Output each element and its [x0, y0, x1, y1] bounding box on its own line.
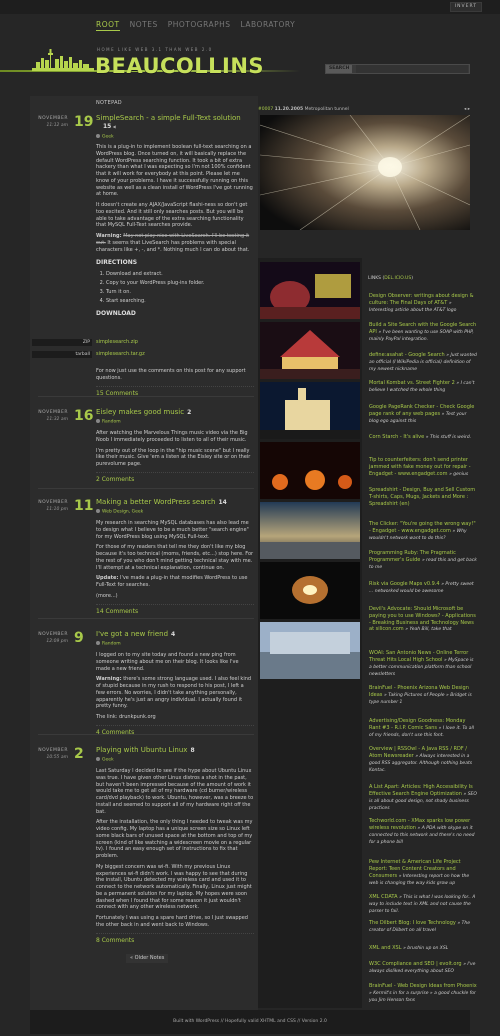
- thumbnail-image: [260, 322, 360, 379]
- link-item: [369, 293, 477, 314]
- link-item: [369, 718, 477, 739]
- list-item: 2. Copy to your WordPress plug-ins folder.: [106, 280, 254, 287]
- link-title[interactable]: A List Apart: Articles: High Accessibility Is Effective Search Engine Optimization: [369, 784, 473, 797]
- link-item: [369, 550, 477, 571]
- link-title[interactable]: Tip to counterfeiters: don't send printer jammed with fake money out for repair - Engadget - www.engadget.com: [369, 457, 471, 477]
- post-title[interactable]: Playing with Ubuntu Linux: [96, 746, 188, 754]
- link-item: [369, 521, 477, 542]
- comment-count[interactable]: 14: [218, 499, 227, 506]
- download-row-tarball: [30, 351, 258, 359]
- link-description: » I can't believe I watched the whole thing: [369, 381, 475, 394]
- link-item: [369, 859, 477, 887]
- directions-heading: DIRECTIONS: [96, 259, 138, 267]
- photo-caption: Metropolitan tunnel: [304, 107, 349, 112]
- link-title[interactable]: The Dilbert Blog: I love Technology: [369, 920, 456, 926]
- post-paragraph: For now just use the comments on this post for any support questions.: [96, 368, 246, 381]
- post-category[interactable]: Geek: [96, 134, 254, 141]
- nav-root[interactable]: ROOT: [96, 20, 120, 31]
- post-paragraph: My biggest concern was wi-fi. With my previous Linux experiences wi-fi didn't work. I was happy to see that during the install, Ubuntu detected my wireless card and used it to connect to the network automatically. Finally, Linux just might be a permanent solution for my laptop. My hopes were soon dashed when I found that for some reason it just wouldn't connect with any other wireless network.: [96, 863, 252, 911]
- link-description: » read this and get back to me: [369, 557, 477, 570]
- link-item: [369, 606, 477, 633]
- post-category[interactable]: Random: [96, 419, 254, 426]
- post-warning: Warning: there's some strong language used. I also feel kind of stupid because in my rush to respond to his post, I left a few errors. No worries, I didn't take anything personally, apparently he's just an angry individual. I actually found it pretty funny.: [96, 676, 252, 710]
- post-date: [18, 632, 68, 645]
- photo-caption-bar: [258, 107, 470, 114]
- link-item: [369, 746, 477, 774]
- older-notes-button[interactable]: « Older Notes: [126, 954, 168, 963]
- comments-link[interactable]: 15 Comments: [96, 386, 254, 398]
- photo-id: #0007: [258, 107, 274, 112]
- category-icon: [96, 419, 100, 423]
- post-paragraph: Last Saturday I decided to see if the hype about Ubuntu Linux was true. I have given other Linux distros a shot in the past, but haven't been impressed because of the amount of work it would take me to get all of my hardware (cd burner/wireless card/dvd playback) to work. Ubuntu, however, was a breeze to install and seemed to support all of my hardware right off the bat.: [96, 768, 254, 815]
- post-time: 10:55 am: [46, 755, 68, 761]
- list-item: 1. Download and extract.: [106, 271, 254, 278]
- link-title[interactable]: Build a Site Search with the Google Search API: [369, 322, 477, 335]
- post-paragraph: After the installation, the only thing I needed to tweak was my video config. My laptop has a unique screen size so Linux left some black bars of unused space at the bottom and top of my screen (kind of like watching a widescreen movie on a regular tv). I found an easy enough set of instructions to fix that problem.: [96, 819, 253, 859]
- link-title[interactable]: BrainFuel - Web Design Ideas from Phoenix: [369, 983, 477, 989]
- top-bar: [0, 0, 500, 14]
- post-paragraph: It doesn't create any AJAX/JavaScript flashi-ness so don't get too excited. And it still only searches posts. But you will be able to take advantage of the extra searching functionality that MySQL Full-Text searches provide.: [96, 202, 248, 229]
- post-paragraph: After watching the Marvelous Things music video via the Big Noob I immediately proceeded to listen to all of their music.: [96, 430, 248, 443]
- thumbnail-photo[interactable]: [260, 442, 360, 499]
- more-link[interactable]: (more...): [96, 592, 118, 599]
- link-item: [369, 894, 477, 915]
- link-item: [369, 818, 477, 846]
- post-date: [18, 116, 68, 129]
- post-paragraph: Fortunately I was using a spare hard drive, so I just swapped the other back in and went back to Windows.: [96, 915, 248, 928]
- link-description: » This is what I was looking for.. A way to include text in XML and not cause the parser to fail.: [369, 895, 476, 915]
- download-heading: DOWNLOAD: [96, 310, 136, 318]
- link-title[interactable]: Devil's Advocate: Should Microsoft be paying you to use Windows? - Applications - Breaking Business and Technology News at silicon.com: [369, 606, 476, 633]
- link-description: » MySpace is a better communication platform than school newsletters: [369, 657, 474, 677]
- link-item: [369, 457, 477, 478]
- link-item: [369, 581, 477, 595]
- comment-count[interactable]: 15: [103, 123, 112, 131]
- post-time: 11:10 pm: [46, 507, 68, 513]
- notepad-column: [30, 96, 258, 1010]
- link-description: » The creator of Dilbert on all travel: [369, 921, 471, 934]
- post-month: NOVEMBER: [38, 410, 68, 415]
- post-body: [96, 408, 254, 484]
- link-description: » Just wanted an official (I WikiPedia is official) definition of my newest nickname: [369, 353, 477, 373]
- post-date: [18, 410, 68, 423]
- download-label: ZIP: [32, 339, 92, 346]
- post-time: 12:09 pm: [46, 639, 68, 645]
- post-paragraph: My research in searching MySQL databases has also lead me to design what I believe to be a much better "search engine" for my WordPress blog using MySQL Full-text.: [96, 520, 249, 540]
- post-category[interactable]: Geek: [96, 757, 254, 764]
- category-icon: [96, 641, 100, 645]
- post-paragraph: I'm pretty out of the loop in the "hip music scene" but I really like their music. Give 'em a listen at the Eisley site or on their purevolume page.: [96, 447, 251, 467]
- link-title[interactable]: define:asahat - Google Search: [369, 352, 445, 358]
- post-month: NOVEMBER: [38, 748, 68, 753]
- speech-icon: ◀︎: [111, 124, 116, 130]
- thumbnail-photo[interactable]: [260, 622, 360, 679]
- link-item: [369, 487, 477, 507]
- link-description: » brushin up on XSL: [403, 946, 449, 951]
- main-nav: [96, 20, 295, 31]
- post-date: [18, 500, 68, 513]
- download-link[interactable]: simplesearch.tar.gz: [96, 351, 145, 357]
- link-title[interactable]: XML and XSL: [369, 945, 402, 951]
- search-box: [325, 64, 470, 74]
- post-body: [96, 498, 254, 616]
- post-title[interactable]: Making a better WordPress search: [96, 498, 216, 506]
- post-divider: [38, 396, 254, 397]
- comment-count[interactable]: 8: [190, 747, 195, 754]
- search-input[interactable]: [356, 65, 468, 73]
- site-title[interactable]: BEAUCOLLINS: [95, 54, 265, 78]
- post-body: [96, 746, 254, 945]
- featured-photo[interactable]: [260, 115, 470, 230]
- link-item: [369, 920, 477, 934]
- link-title[interactable]: The Clicker: "You're going the wrong way!" - Engadget - www.engadget.com: [369, 521, 476, 534]
- link-title[interactable]: Spreadshirt - Design, Buy and Sell Custom T-shirts, Caps, Mugs, Jackets and More : Spreadshirt (en): [369, 487, 476, 507]
- post-paragraph: For those of my readers that tell me they don't like my blog because it's too technical (moms, friends, etc...) stop here. For the rest of you who don't mind getting technical stay with me. I'll attempt at a technical explanation, continue on.: [96, 544, 254, 571]
- link-description: » Pretty sweet ... networked would be awesome: [369, 582, 474, 595]
- thumbnail-photo[interactable]: [260, 382, 360, 439]
- comment-count[interactable]: 4: [171, 631, 176, 638]
- link-description: » A PDA with skype on it connected to this network and there's no need for a phone bill: [369, 825, 475, 845]
- photo-thumbnails: [258, 258, 362, 1008]
- thumbnail-photo[interactable]: [260, 322, 360, 379]
- post-divider: [38, 734, 254, 735]
- thumbnail-photo[interactable]: [260, 562, 360, 619]
- thumbnail-image: [260, 622, 360, 679]
- link-description: » I've always disliked everything about SEO: [369, 962, 476, 975]
- link-item: [369, 434, 477, 441]
- link-title[interactable]: Corn Starch - It's alive: [369, 434, 425, 440]
- post-day: 2: [74, 746, 84, 762]
- category-icon: [96, 509, 100, 513]
- thumbnail-image: [260, 562, 360, 619]
- post-divider: [38, 618, 254, 619]
- comment-count[interactable]: 2: [187, 409, 192, 416]
- post-day: 16: [74, 408, 94, 424]
- nav-photographs[interactable]: PHOTOGRAPHS: [167, 20, 231, 29]
- post-day: 11: [74, 498, 94, 514]
- post-divider: [38, 488, 254, 489]
- post-title[interactable]: SimpleSearch - a simple Full-Text solution: [96, 114, 241, 122]
- link-description: » This stuff is weird.: [425, 435, 472, 440]
- post-category[interactable]: Random: [96, 641, 254, 648]
- comments-link[interactable]: 4 Comments: [96, 725, 254, 737]
- link-item: [369, 685, 477, 706]
- post-body: [96, 114, 254, 323]
- link-item: [369, 404, 477, 425]
- photo-nav-arrows-icon[interactable]: ◂ ▸: [464, 107, 470, 112]
- directions-list: [106, 271, 254, 304]
- link-title[interactable]: Overview | RSSOwl - A Java RSS / RDF / Atom Newsreader: [369, 746, 467, 759]
- link-item: [369, 650, 477, 678]
- link-item: [369, 352, 477, 373]
- thumbnail-photo[interactable]: [260, 502, 360, 559]
- link-title[interactable]: BrainFuel - Phoenix Arizona Web Design Ideas: [369, 685, 469, 698]
- thumbnail-image: [260, 382, 360, 439]
- search-button[interactable]: SEARCH: [326, 65, 352, 73]
- thumbnail-image: [260, 502, 360, 559]
- post-month: NOVEMBER: [38, 632, 68, 637]
- thumbnail-photo[interactable]: [260, 262, 360, 319]
- link-title[interactable]: W3C Compliance and SEO | evolt.org: [369, 961, 462, 967]
- list-item: 4. Start searching.: [106, 298, 254, 305]
- link-description: » Taking Pictures of People » Bridget is type number 1: [369, 692, 472, 705]
- download-label: tarball: [32, 351, 92, 358]
- link-description: » Always interested in a good RSS aggregator. Although nothing beats Kontac.: [369, 753, 473, 773]
- post-date: [18, 748, 68, 761]
- link-title[interactable]: Mortal Kombat vs. Street Fighter 2: [369, 380, 455, 386]
- post-paragraph: I logged on to my site today and found a new ping from someone writing about me on their blog. It looks like I've made a new friend.: [96, 652, 239, 672]
- post-day: 19: [74, 114, 94, 130]
- post-month: NOVEMBER: [38, 116, 68, 121]
- post-warning: Warning: May not play nice with LiveSearch. I'll be testing it out. It seems that LiveSearch has problems with special characters like +, -, and *. Nothing much I can do about that.: [96, 233, 250, 253]
- category-icon: [96, 757, 100, 761]
- post-update: Update: I've made a plug-in that modifies WordPress to use Full-Text for searches.: [96, 575, 248, 588]
- post-day: 9: [74, 630, 84, 646]
- comments-link[interactable]: 8 Comments: [96, 933, 254, 945]
- link-description: » Interesting report on how the web is changing the way kids grow up: [369, 873, 470, 886]
- link-description: » genius: [449, 471, 469, 477]
- seattle-skyline-logo: [32, 48, 94, 78]
- download-row-zip: [30, 339, 258, 347]
- link-item: [369, 983, 477, 1004]
- tagline: HOME LIKE WEB 3.1 THAN WEB 2.0: [97, 47, 213, 52]
- thumbnail-image: [260, 262, 360, 319]
- link-description: » I've been wanting to use SOAP with PHP, mainly PayPal integration.: [369, 329, 474, 342]
- post-title[interactable]: I've got a new friend: [96, 630, 169, 638]
- post-month: NOVEMBER: [38, 500, 68, 505]
- photo-date: 11.20.2005: [274, 107, 304, 112]
- site-header: [0, 42, 500, 90]
- link-description: » SEO is all about good design, not shady business practices: [369, 791, 477, 811]
- link-item: [369, 322, 477, 343]
- download-link[interactable]: simplesearch.zip: [96, 339, 138, 345]
- link-title[interactable]: Techworld.com - XMax sparks low power wireless revolution: [369, 818, 471, 831]
- link-title[interactable]: WOAI: San Antonio News - Online Terror Threat Hits Local High School: [369, 650, 469, 663]
- link-item: [369, 380, 477, 394]
- post-body: [96, 630, 254, 737]
- post-category[interactable]: Web Design, Geek: [96, 509, 254, 516]
- link-title[interactable]: Advertising/Design Goodness: Monday Rant #3 - R.I.P. Comic Sans: [369, 718, 466, 731]
- comments-link[interactable]: 2 Comments: [96, 472, 254, 484]
- delicious-link[interactable]: DEL.ICIO.US: [384, 276, 412, 281]
- post-time: 11:32 am: [46, 417, 68, 423]
- category-icon: [96, 134, 100, 138]
- post-paragraph: The link: drunkpunk.org: [96, 714, 156, 720]
- links-heading: LINKS (DEL.ICIO.US): [368, 276, 413, 281]
- link-item: [369, 784, 477, 812]
- post-paragraph: This is a plug-in to implement boolean full-text searching on a WordPress blog. Once turned on, it will basically replace the default WordPress searching function. It took a bit of extra hackery than what I was expecting so I'm not 100% confident that it will work for everybody at this point. Please let me know of your problems. I have it successfully running on this website as well as a clean install of WordPress I've got running at home.: [96, 144, 253, 198]
- link-title[interactable]: Pew Internet & American Life Project Report: Teen Content Creators and Consumers: [369, 859, 461, 879]
- link-description: » Kermit's in for a surprise » a good chuckle for you Jim Henson fans: [369, 990, 476, 1003]
- link-item: [369, 961, 477, 975]
- link-title[interactable]: Design Observer: writings about design & culture: The Final Days of AT&T: [369, 293, 474, 306]
- link-item: [369, 945, 477, 952]
- link-title[interactable]: Programming Ruby: The Pragmatic Programmer's Guide: [369, 550, 456, 563]
- post-time: 11:12 am: [46, 123, 68, 129]
- invert-button[interactable]: INVERT: [450, 2, 482, 12]
- post-title[interactable]: Eisley makes good music: [96, 408, 185, 416]
- left-gutter: [0, 96, 30, 1010]
- nav-laboratory[interactable]: LABORATORY: [240, 20, 296, 29]
- tunnel-photo-image: [260, 115, 470, 230]
- link-description: » Interesting article about the AT&T logo: [369, 300, 457, 313]
- comments-link[interactable]: 14 Comments: [96, 604, 254, 616]
- link-description: » Test your blog ego against this: [369, 411, 467, 424]
- link-title[interactable]: XML CDATA: [369, 894, 398, 900]
- nav-notes[interactable]: NOTES: [129, 20, 158, 29]
- link-description: » I love it. To all of my friends, don't use this font.: [369, 725, 474, 738]
- site-footer: Built with WordPress // Hopefully valid XHTML and CSS // Version 2.0: [30, 1010, 470, 1034]
- post-footer: [96, 368, 254, 398]
- list-item: 3. Turn it on.: [106, 289, 254, 296]
- link-description: » Yeah Bill, take that: [405, 627, 452, 633]
- link-title[interactable]: Google PageRank Checker - Check Google page rank of any web pages: [369, 404, 475, 417]
- thumbnail-image: [260, 442, 360, 499]
- link-title[interactable]: Risk via Google Maps v0.9.4: [369, 581, 440, 587]
- link-description: » Why wouldn't network want to do this?: [369, 528, 467, 541]
- notepad-heading: NOTEPAD: [96, 100, 122, 106]
